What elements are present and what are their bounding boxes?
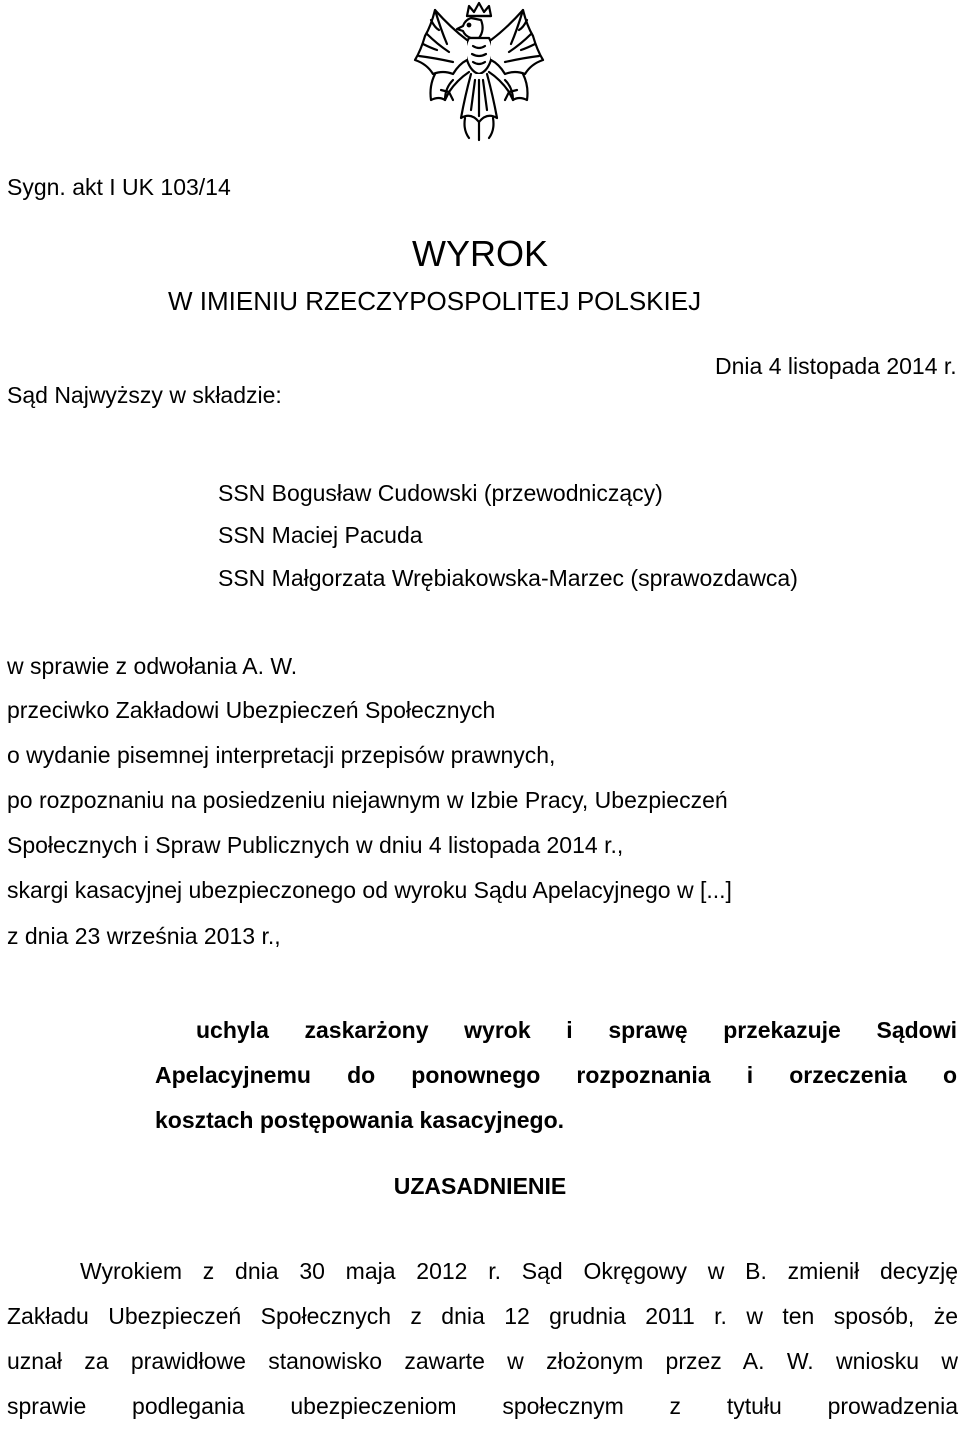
judge-rapporteur: SSN Małgorzata Wrębiakowska-Marzec (sprawozdawca) [218, 565, 798, 591]
judgment-date: Dnia 4 listopada 2014 r. [715, 353, 957, 379]
justification-line: uznał za prawidłowe stanowisko zawarte w złożonym przez A. W. wniosku w [7, 1348, 958, 1374]
justification-line: sprawie podlegania ubezpieczeniom społecznym z tytułu prowadzenia [7, 1393, 958, 1419]
polish-eagle-emblem [405, 0, 553, 145]
court-composition-label: Sąd Najwyższy w składzie: [7, 382, 282, 408]
judge-member: SSN Maciej Pacuda [218, 522, 423, 548]
document-subtitle: W IMIENIU RZECZYPOSPOLITEJ POLSKIEJ [168, 286, 702, 316]
verdict-line: kosztach postępowania kasacyjnego. [155, 1107, 565, 1133]
verdict-line: uchyla zaskarżony wyrok i sprawę przekazuje Sądowi [196, 1017, 957, 1043]
judge-presiding: SSN Bogusław Cudowski (przewodniczący) [218, 480, 663, 506]
case-line: skargi kasacyjnej ubezpieczonego od wyroku Sądu Apelacyjnego w [...] [7, 877, 732, 903]
justification-line: Wyrokiem z dnia 30 maja 2012 r. Sąd Okręgowy w B. zmienił decyzję [80, 1258, 958, 1284]
verdict-block [155, 1008, 957, 1143]
case-signature: Sygn. akt I UK 103/14 [7, 174, 231, 200]
case-line: z dnia 23 września 2013 r., [7, 923, 281, 949]
case-line: o wydanie pisemnej interpretacji przepisów prawnych, [7, 742, 556, 768]
case-line: po rozpoznaniu na posiedzeniu niejawnym w Izbie Pracy, Ubezpieczeń [7, 787, 728, 813]
case-line: przeciwko Zakładowi Ubezpieczeń Społecznych [7, 697, 496, 723]
case-line: w sprawie z odwołania A. W. [7, 653, 298, 679]
document-title: WYROK [411, 233, 548, 274]
justification-heading: UZASADNIENIE [393, 1173, 567, 1199]
case-line: Społecznych i Spraw Publicznych w dniu 4 listopada 2014 r., [7, 832, 624, 858]
justification-line: Zakładu Ubezpieczeń Społecznych z dnia 12 grudnia 2011 r. w ten sposób, że [7, 1303, 958, 1329]
verdict-line: Apelacyjnemu do ponownego rozpoznania i orzeczenia o [155, 1062, 957, 1088]
justification-text [7, 1249, 958, 1429]
